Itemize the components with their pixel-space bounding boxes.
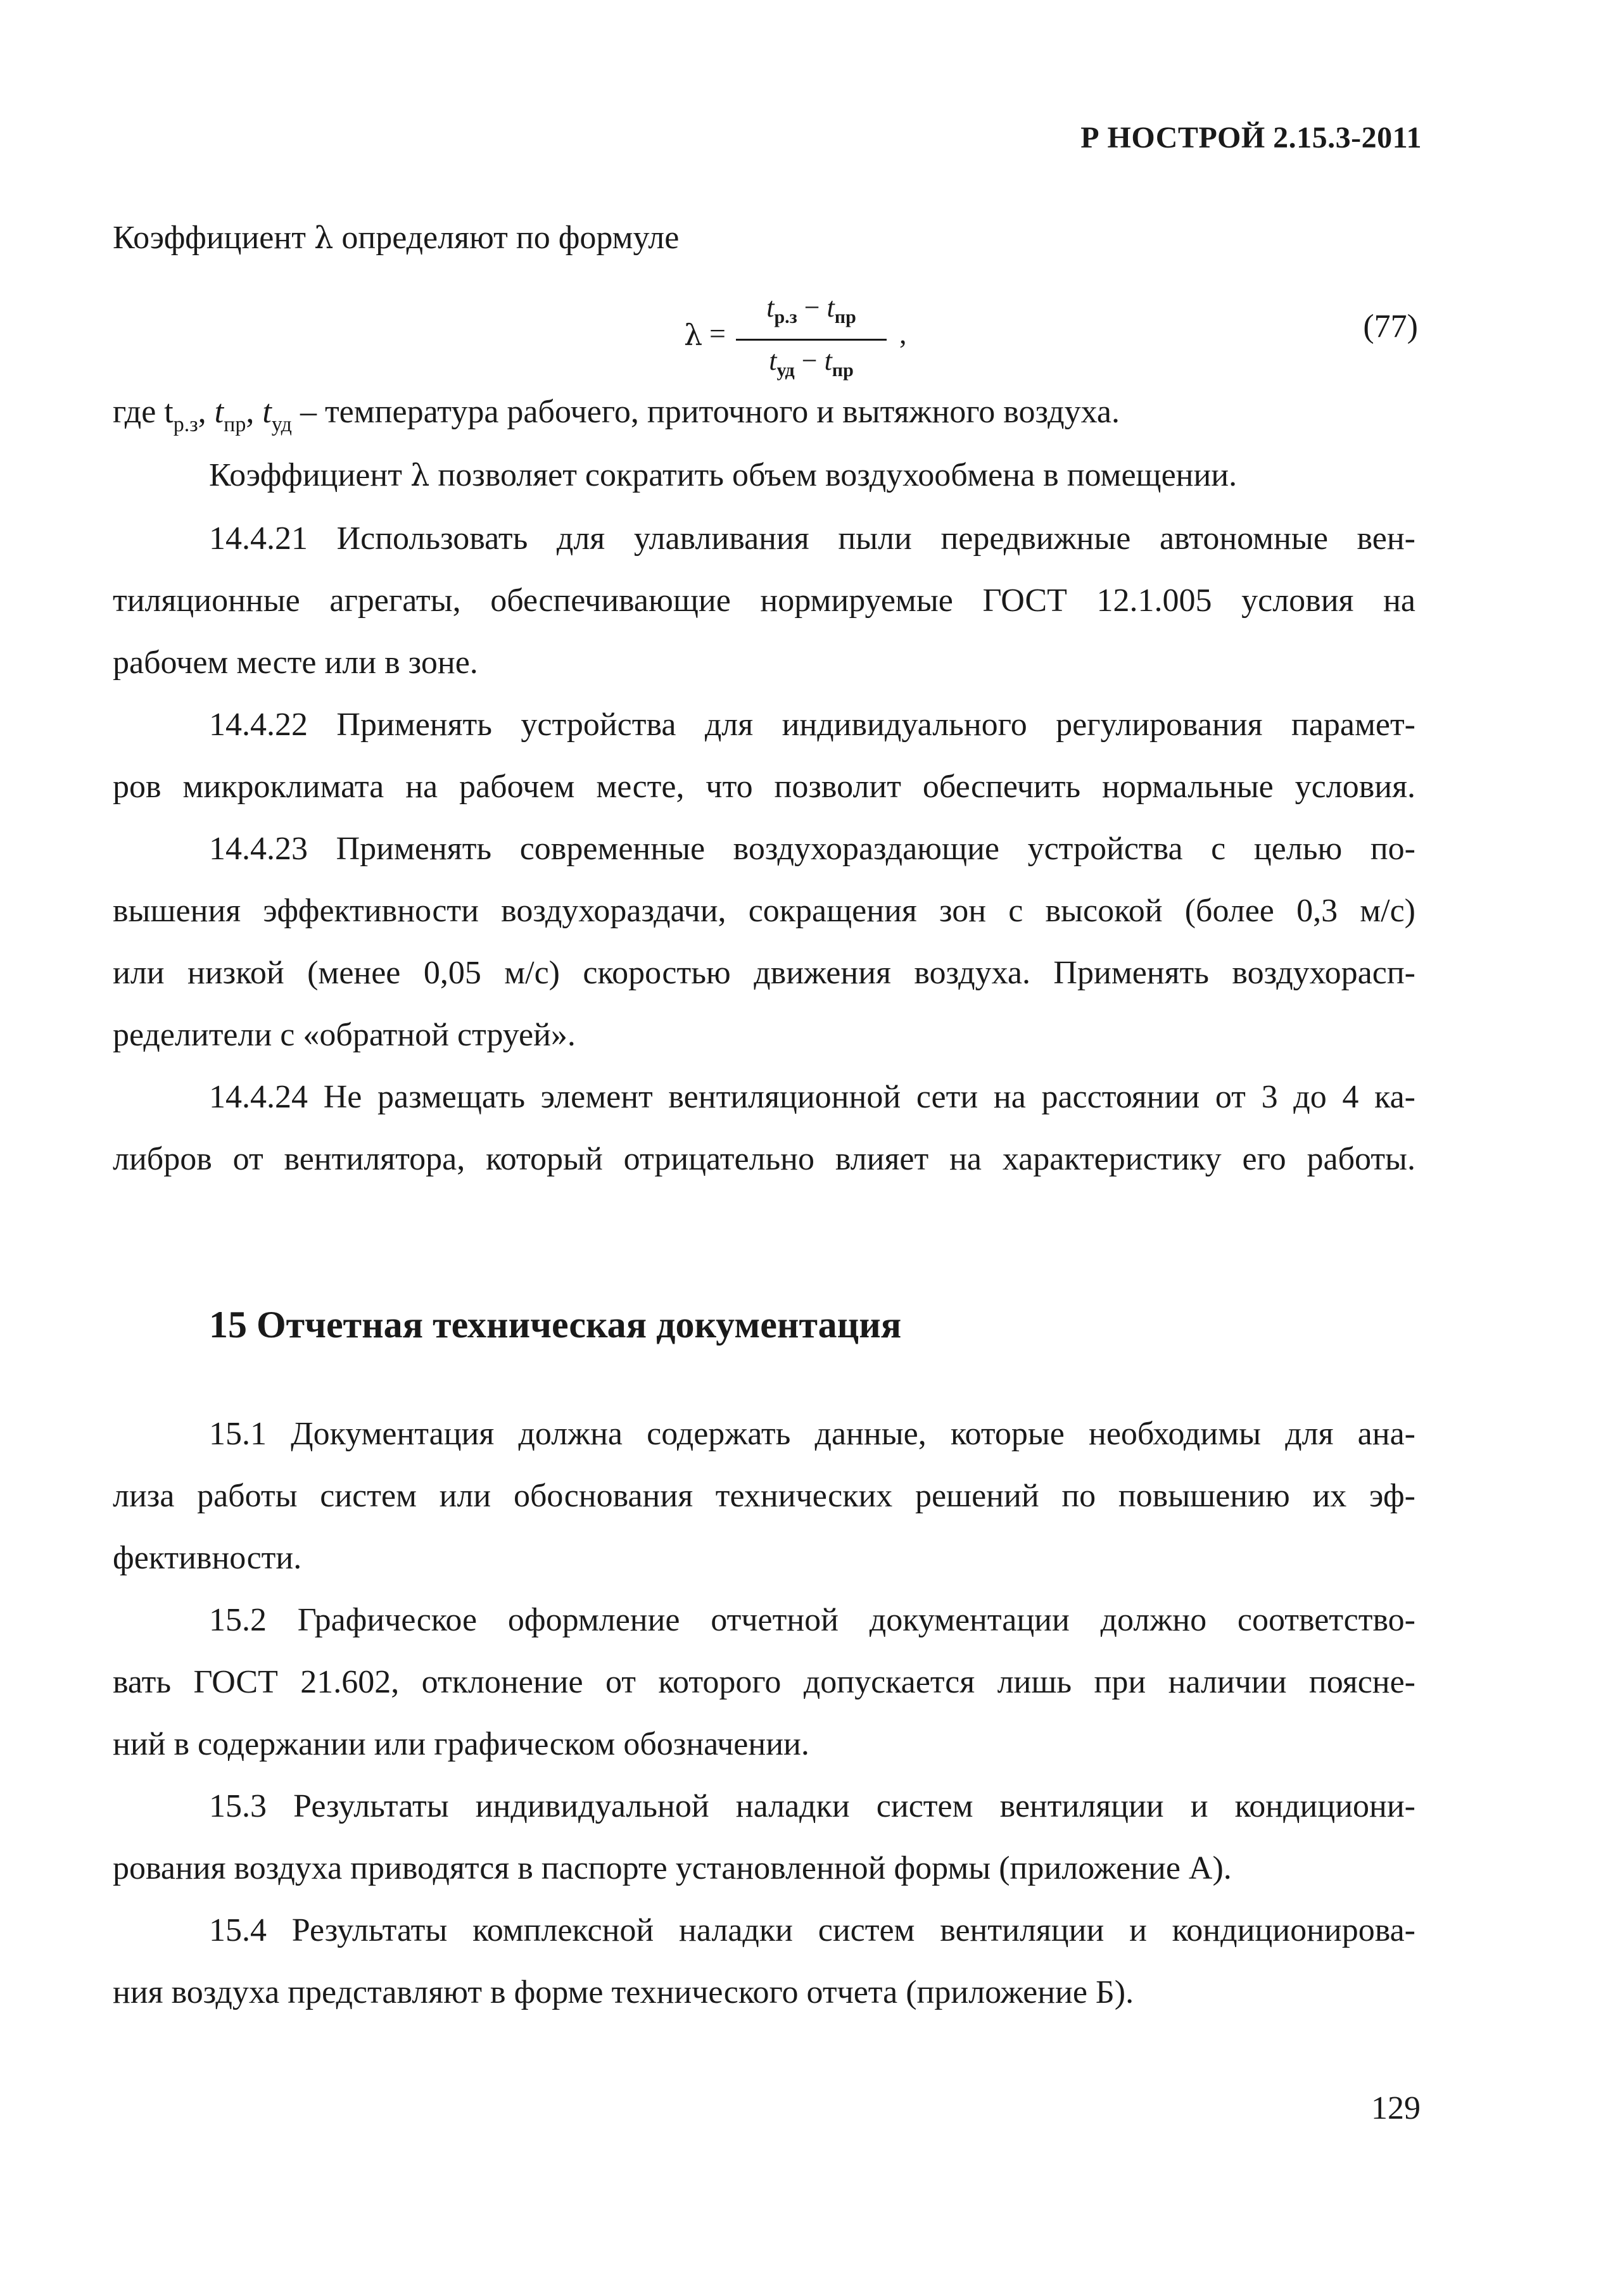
den-minus: − bbox=[801, 345, 818, 376]
formula-intro bbox=[113, 218, 1415, 258]
formula-denominator bbox=[736, 344, 887, 387]
paragraph-15-4-line-1: 15.4 Результаты комплексной наладки систем вентиляции и кондиционирова- bbox=[209, 1912, 1415, 1948]
paragraph-14-4-23-line-1: 14.4.23 Применять современные воздухораздающие устройства с целью по- bbox=[209, 831, 1415, 867]
paragraph-15-2-line-1: 15.2 Графическое оформление отчетной документации должно соответство- bbox=[209, 1602, 1415, 1638]
paragraph-14-4-21-line-1: 14.4.21 Использовать для улавливания пыли передвижные автономные вен- bbox=[209, 520, 1415, 557]
formula-legend bbox=[113, 393, 1415, 445]
where-var3: t bbox=[262, 394, 272, 430]
paragraph-15-2-line-2: вать ГОСТ 21.602, отклонение от которого допускается лишь при наличии поясне- bbox=[113, 1664, 1415, 1700]
num-sub1: р.з bbox=[774, 306, 797, 327]
paragraph-14-4-23-line-2: вышения эффективности воздухораздачи, сокращения зон с высокой (более 0,3 м/с) bbox=[113, 893, 1415, 929]
num-minus: − bbox=[804, 292, 820, 323]
lambda-note-symbol: λ bbox=[410, 458, 430, 493]
paragraph-15-4-line-2: ния воздуха представляют в форме технического отчета (приложение Б). bbox=[113, 1974, 1134, 2010]
paragraph-14-4-23-line-3: или низкой (менее 0,05 м/с) скоростью движения воздуха. Применять воздухорасп- bbox=[113, 955, 1415, 991]
num-var2: t bbox=[826, 292, 835, 323]
paragraph-15-3-line-1: 15.3 Результаты индивидуальной наладки систем вентиляции и кондициони- bbox=[209, 1788, 1415, 1824]
paragraph-14-4-24-line-2: либров от вентилятора, который отрицательно влияет на характеристику его работы. bbox=[113, 1141, 1415, 1177]
paragraph-15-1-line-1: 15.1 Документация должна содержать данные, которые необходимы для ана- bbox=[209, 1416, 1415, 1452]
paragraph-14-4-21-line-3: рабочем месте или в зоне. bbox=[113, 645, 478, 681]
den-sub2: пр bbox=[832, 360, 854, 381]
where-prefix: где t bbox=[113, 394, 174, 430]
where-var2: t bbox=[214, 394, 224, 430]
formula-fraction bbox=[736, 291, 887, 387]
den-sub1: уд bbox=[776, 360, 795, 381]
num-sub2: пр bbox=[834, 306, 856, 327]
lambda-note-part1: Коэффициент bbox=[209, 457, 402, 493]
den-var2: t bbox=[824, 345, 832, 376]
paragraph-15-1-line-2: лиза работы систем или обоснования технических решений по повышению их эф- bbox=[113, 1478, 1415, 1514]
formula-equals: = bbox=[709, 317, 726, 350]
where-sep2: , bbox=[246, 394, 263, 430]
paragraph-15-1-line-3: фективности. bbox=[113, 1540, 302, 1576]
where-sep1: , bbox=[198, 394, 215, 430]
document-code-header: Р НОСТРОЙ 2.15.3-2011 bbox=[1080, 121, 1422, 155]
page-number: 129 bbox=[1371, 2090, 1421, 2126]
paragraph-14-4-23-line-4: ределители с «обратной струей». bbox=[113, 1017, 576, 1053]
formula-comma: , bbox=[899, 317, 907, 350]
equation-number: (77) bbox=[1363, 308, 1418, 344]
fraction-bar bbox=[736, 339, 887, 341]
paragraph-14-4-24-line-1: 14.4.24 Не размещать элемент вентиляционной сети на расстоянии от 3 до 4 ка- bbox=[209, 1079, 1415, 1115]
where-sub2: пр bbox=[224, 413, 246, 436]
paragraph-14-4-22-line-2: ров микроклимата на рабочем месте, что позволит обеспечить нормальные условия. bbox=[113, 769, 1415, 805]
where-sub1: р.з bbox=[173, 413, 198, 436]
where-sub3: уд bbox=[271, 413, 292, 436]
lambda-note-part2: позволяет сократить объем воздухообмена в помещении. bbox=[438, 457, 1238, 493]
lambda-note bbox=[209, 456, 1415, 495]
paragraph-15-2-line-3: ний в содержании или графическом обозначении. bbox=[113, 1726, 809, 1762]
paragraph-15-3-line-2: рования воздуха приводятся в паспорте установленной формы (приложение А). bbox=[113, 1850, 1232, 1886]
where-rest: – температура рабочего, приточного и вытяжного воздуха. bbox=[291, 394, 1120, 430]
intro-rest: определяют по формуле bbox=[341, 220, 680, 256]
lambda-symbol: λ bbox=[313, 220, 334, 256]
num-var1: t bbox=[766, 292, 775, 323]
den-var1: t bbox=[769, 345, 777, 376]
paragraph-14-4-21-line-2: тиляционные агрегаты, обеспечивающие нормируемые ГОСТ 12.1.005 условия на bbox=[113, 583, 1415, 619]
intro-lead: Коэффициент bbox=[113, 220, 306, 256]
formula-numerator bbox=[736, 291, 887, 334]
formula-lhs: λ bbox=[684, 318, 703, 352]
paragraph-14-4-22-line-1: 14.4.22 Применять устройства для индивидуального регулирования парамет- bbox=[209, 707, 1415, 743]
formula-77 bbox=[684, 291, 907, 386]
section-15-title: 15 Отчетная техническая документация bbox=[209, 1304, 902, 1346]
